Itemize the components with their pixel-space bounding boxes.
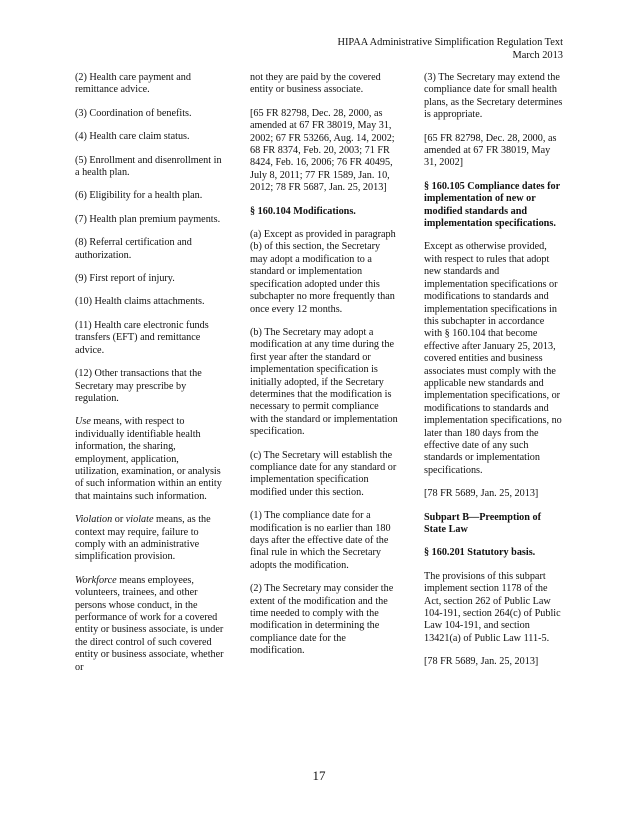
citation: [78 FR 5689, Jan. 25, 2013]: [424, 488, 539, 500]
paragraph: (2) The Secretary may consider the extent of the modification and the time needed to comply with the modification in determining the compliance date for the modification.: [250, 583, 394, 657]
definition-text: means employees, volunteers, trainees, and other persons whose conduct, in the performance of work for a covered entity or business associate, is under the direct control of such covered entity or business associate, whether or: [75, 574, 224, 673]
term-use: Use: [75, 416, 91, 428]
citation: [78 FR 5689, Jan. 25, 2013]: [424, 656, 539, 668]
paragraph: (3) Coordination of benefits.: [75, 107, 192, 119]
paragraph: (1) The compliance date for a modification is no earlier than 180 days after the effective date of the final rule in which the Secretary adopts the modification.: [250, 510, 391, 571]
column-1: [75, 72, 225, 685]
paragraph: (c) The Secretary will establish the compliance date for any standard or implementation specification modified under this section.: [250, 449, 397, 498]
column-2: [250, 72, 398, 669]
header-date: March 2013: [512, 50, 563, 61]
paragraph: (6) Eligibility for a health plan.: [75, 190, 203, 202]
term-violate: violate: [125, 514, 154, 526]
running-header: [337, 36, 563, 62]
page-number: 17: [312, 768, 326, 783]
citation: [65 FR 82798, Dec. 28, 2000, as amended at 67 FR 38019, May 31, 2002; 67 FR 53266, Aug. 14, 2002; 68 FR 8374, Feb. 20, 2003; 71 FR 8424, Feb. 16, 2006; 76 FR 40495, July 8, 2011; 77 FR 1589, Jan. 10, 2012; 78 FR 5687, Jan. 25, 2013]: [250, 107, 395, 194]
paragraph: (11) Health care electronic funds transfers (EFT) and remittance advice.: [75, 319, 209, 356]
paragraph: (4) Health care claim status.: [75, 131, 190, 143]
paragraph: (7) Health plan premium payments.: [75, 213, 221, 225]
paragraph: (12) Other transactions that the Secretary may prescribe by regulation.: [75, 368, 202, 404]
paragraph: (3) The Secretary may extend the compliance date for small health plans, as the Secretary determines is appropriate.: [424, 72, 563, 121]
paragraph: not they are paid by the covered entity or business associate.: [250, 72, 381, 96]
paragraph: (10) Health claims attachments.: [75, 296, 205, 308]
definition-text: means, as the context may require, failure to comply with an administrative simplification provision.: [75, 514, 211, 563]
paragraph: Except as otherwise provided, with respect to rules that adopt new standards and implementation specifications or modifications to standards and implementation specifications in this subchapter in accordance with § 160.104 that become effective after January 25, 2013, covered entities and business associates must comply with the applicable new standards and implementation specifications, or modifications to standards and implementation specifications, no later than 180 days from the effective date of any such standards or implementation specifications.: [424, 241, 562, 476]
definition-text: means, with respect to individually identifiable health information, the sharing, employment, application, utilization, examination, or analysis of such information within an entity that maintains such information.: [75, 416, 222, 502]
paragraph: (b) The Secretary may adopt a modification at any time during the first year after the standard or implementation specification is initially adopted, if the Secretary determines that the modification is necessary to permit compliance with the standard or implementation specification.: [250, 326, 398, 438]
section-heading-160-104: § 160.104 Modifications.: [250, 205, 356, 217]
citation: [65 FR 82798, Dec. 28, 2000, as amended at 67 FR 38019, May 31, 2002]: [424, 132, 557, 169]
paragraph: (2) Health care payment and remittance advice.: [75, 72, 191, 96]
column-3: [424, 72, 564, 680]
paragraph: The provisions of this subpart implement section 1178 of the Act, section 262 of Public Law 104-191, section 264(c) of Public Law 104-191, and section 13421(a) of Public Law 111-5.: [424, 570, 561, 644]
paragraph: (5) Enrollment and disenrollment in a health plan.: [75, 154, 222, 179]
section-heading-160-201: § 160.201 Statutory basis.: [424, 547, 536, 559]
header-title: HIPAA Administrative Simplification Regulation Text: [337, 37, 563, 48]
definition-workforce: [75, 575, 225, 674]
definition-use: [75, 416, 225, 503]
paragraph: (a) Except as provided in paragraph (b) of this section, the Secretary may adopt a modification to a standard or implementation specification adopted under this subchapter no more frequently than once every 12 months.: [250, 229, 396, 315]
section-heading-160-105: § 160.105 Compliance dates for implementation of new or modified standards and implementation specifications.: [424, 180, 560, 230]
definition-violation: [75, 514, 225, 564]
definition-connector: or: [112, 514, 126, 526]
paragraph: (9) First report of injury.: [75, 273, 175, 285]
paragraph: (8) Referral certification and authorization.: [75, 237, 192, 261]
term-violation: Violation: [75, 514, 113, 526]
term-workforce: Workforce: [75, 574, 117, 586]
subpart-heading: Subpart B—Preemption of State Law: [424, 511, 541, 535]
